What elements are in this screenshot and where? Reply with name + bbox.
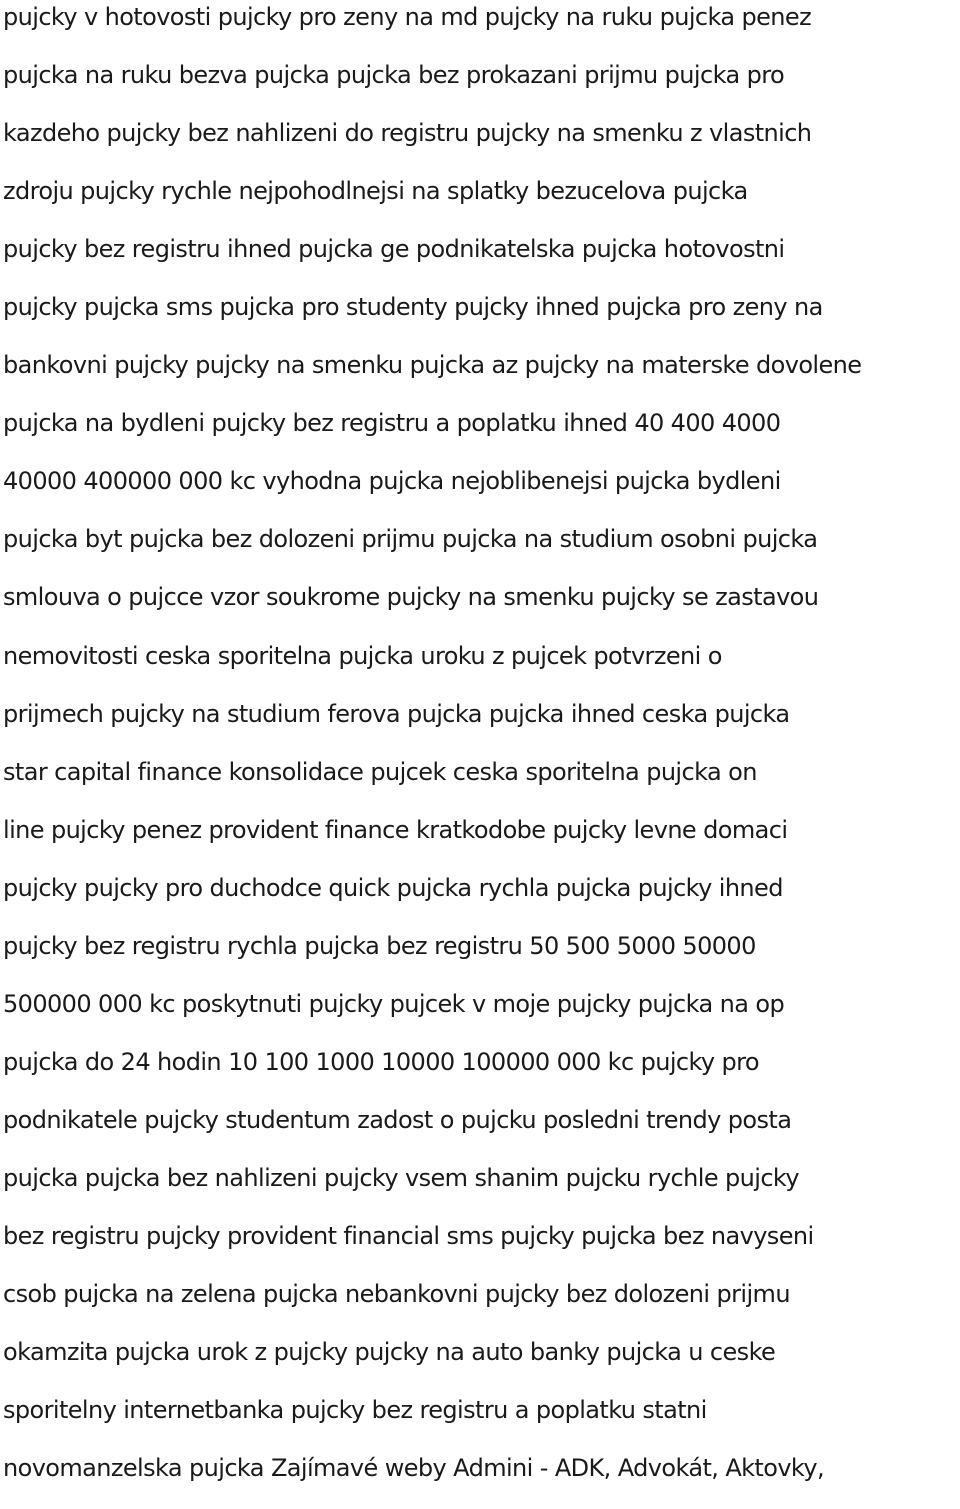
text-line: bez registru pujcky provident financial sms pujcky pujcka bez navyseni — [3, 1221, 814, 1250]
document-text-block — [3, 0, 960, 1509]
text-line: kazdeho pujcky bez nahlizeni do registru pujcky na smenku z vlastnich — [3, 119, 812, 148]
text-line: pujcky bez registru rychla pujcka bez registru 50 500 5000 50000 — [3, 931, 756, 960]
text-line: pujcky bez registru ihned pujcka ge podnikatelska pujcka hotovostni — [3, 235, 785, 264]
text-line: novomanzelska pujcka Zajímavé weby Admini - ADK, Advokát, Aktovky, — [3, 1454, 825, 1483]
text-line: zdroju pujcky rychle nejpohodlnejsi na splatky bezucelova pujcka — [3, 177, 748, 206]
text-line: sporitelny internetbanka pujcky bez registru a poplatku statni — [3, 1396, 707, 1425]
text-line: pujcky pujcka sms pujcka pro studenty pujcky ihned pujcka pro zeny na — [3, 293, 823, 322]
text-line: pujcky pujcky pro duchodce quick pujcka rychla pujcka pujcky ihned — [3, 873, 783, 902]
text-line: pujcka pujcka bez nahlizeni pujcky vsem shanim pujcku rychle pujcky — [3, 1163, 799, 1192]
text-line: line pujcky penez provident finance kratkodobe pujcky levne domaci — [3, 815, 788, 844]
text-line: okamzita pujcka urok z pujcky pujcky na auto banky pujcka u ceske — [3, 1338, 776, 1367]
text-line: prijmech pujcky na studium ferova pujcka pujcka ihned ceska pujcka — [3, 699, 790, 728]
text-line: pujcky v hotovosti pujcky pro zeny na md pujcky na ruku pujcka penez — [3, 3, 812, 31]
text-line: podnikatele pujcky studentum zadost o pujcku posledni trendy posta — [3, 1105, 792, 1134]
text-line: pujcka na bydleni pujcky bez registru a poplatku ihned 40 400 4000 — [3, 409, 781, 438]
text-line: pujcka do 24 hodin 10 100 1000 10000 100000 000 kc pujcky pro — [3, 1047, 760, 1076]
text-line: bankovni pujcky pujcky na smenku pujcka az pujcky na materske dovolene — [3, 351, 862, 380]
text-line: csob pujcka na zelena pujcka nebankovni pujcky bez dolozeni prijmu — [3, 1280, 790, 1309]
text-line: pujcka na ruku bezva pujcka pujcka bez prokazani prijmu pujcka pro — [3, 61, 785, 90]
text-line: nemovitosti ceska sporitelna pujcka uroku z pujcek potvrzeni o — [3, 641, 722, 670]
text-line: star capital finance konsolidace pujcek ceska sporitelna pujcka on — [3, 757, 757, 786]
text-line: 500000 000 kc poskytnuti pujcky pujcek v moje pujcky pujcka na op — [3, 989, 785, 1018]
text-line: 40000 400000 000 kc vyhodna pujcka nejoblibenejsi pujcka bydleni — [3, 467, 781, 496]
text-line: pujcka byt pujcka bez dolozeni prijmu pujcka na studium osobni pujcka — [3, 525, 818, 554]
text-line: smlouva o pujcce vzor soukrome pujcky na smenku pujcky se zastavou — [3, 583, 819, 612]
